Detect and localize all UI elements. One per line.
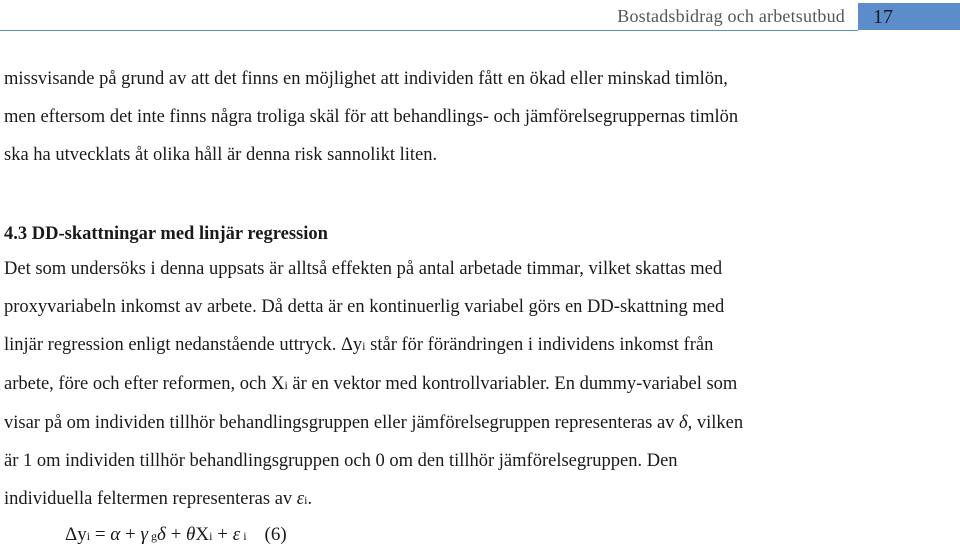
- text-span: .: [307, 489, 313, 509]
- delta-symbol: δ: [679, 413, 688, 433]
- intro-paragraph: [4, 60, 954, 174]
- text-line-delta-symbol: [4, 404, 954, 442]
- eq-lhs: Δy: [65, 524, 87, 545]
- subscript: i: [362, 339, 366, 353]
- text-line: Det som undersöks i denna uppsats är alltså effekten på antal arbetade timmar, vilket skattas med: [4, 259, 723, 279]
- text-span: arbete, före och efter reformen, och X: [4, 374, 285, 394]
- text-line: men eftersom det inte finns några troliga skäl för att behandlings- och jämförelsegruppernas timlön: [4, 107, 739, 127]
- eq-epsilon-sub: i: [240, 529, 247, 543]
- eq-plus: +: [212, 524, 233, 545]
- equation-number: (6): [264, 524, 287, 545]
- eq-plus: +: [165, 524, 187, 545]
- text-span: är en vektor med kontrollvariabler. En dummy-variabel som: [287, 374, 738, 394]
- section-paragraph: [4, 250, 954, 519]
- eq-x: X: [195, 524, 210, 545]
- eq-gamma: γ: [140, 524, 148, 545]
- text-line-epsilon: [4, 480, 954, 519]
- text-span: visar på om individen tillhör behandlingsgruppen eller jämförelsegruppen representeras av: [4, 413, 680, 433]
- text-line-delta: [4, 326, 954, 365]
- epsilon-symbol: ε: [296, 489, 305, 509]
- header-rule: [0, 30, 858, 31]
- eq-epsilon: ε: [232, 524, 241, 545]
- eq-equals: =: [90, 524, 111, 545]
- eq-alpha: α: [110, 524, 121, 545]
- text-span: står för förändringen i individens inkomst från: [365, 335, 714, 355]
- page-number: 17: [873, 6, 893, 28]
- subscript: i: [304, 493, 308, 507]
- text-span: linjär regression enligt nedanstående uttryck.: [4, 335, 342, 355]
- text-span: , vilken: [687, 413, 744, 433]
- eq-x-sub: i: [209, 529, 213, 543]
- running-title: Bostadsbidrag och arbetsutbud: [617, 6, 845, 26]
- section-heading: 4.3 DD-skattningar med linjär regression: [4, 224, 328, 244]
- text-line: proxyvariabeln inkomst av arbete. Då detta är en kontinuerlig variabel görs en DD-skattning med: [4, 297, 725, 317]
- equation: [65, 520, 287, 551]
- page-header: [0, 0, 960, 30]
- eq-gamma-sub: g: [147, 529, 157, 543]
- delta-y-symbol: Δy: [341, 335, 363, 355]
- subscript: i: [284, 378, 288, 392]
- eq-theta: θ: [186, 524, 196, 545]
- text-line: är 1 om individen tillhör behandlingsgruppen och 0 om den tillhör jämförelsegruppen. Den: [4, 451, 678, 471]
- eq-lhs-sub: i: [86, 529, 91, 543]
- eq-delta: δ: [156, 524, 166, 545]
- page-number-box: [858, 3, 960, 30]
- text-line-x: [4, 365, 954, 404]
- eq-plus: +: [120, 524, 141, 545]
- text-span: individuella feltermen representeras av: [4, 489, 297, 509]
- text-line: missvisande på grund av att det finns en möjlighet att individen fått en ökad eller minskad timlön,: [4, 69, 728, 89]
- text-line: ska ha utvecklats åt olika håll är denna risk sannolikt liten.: [4, 145, 438, 165]
